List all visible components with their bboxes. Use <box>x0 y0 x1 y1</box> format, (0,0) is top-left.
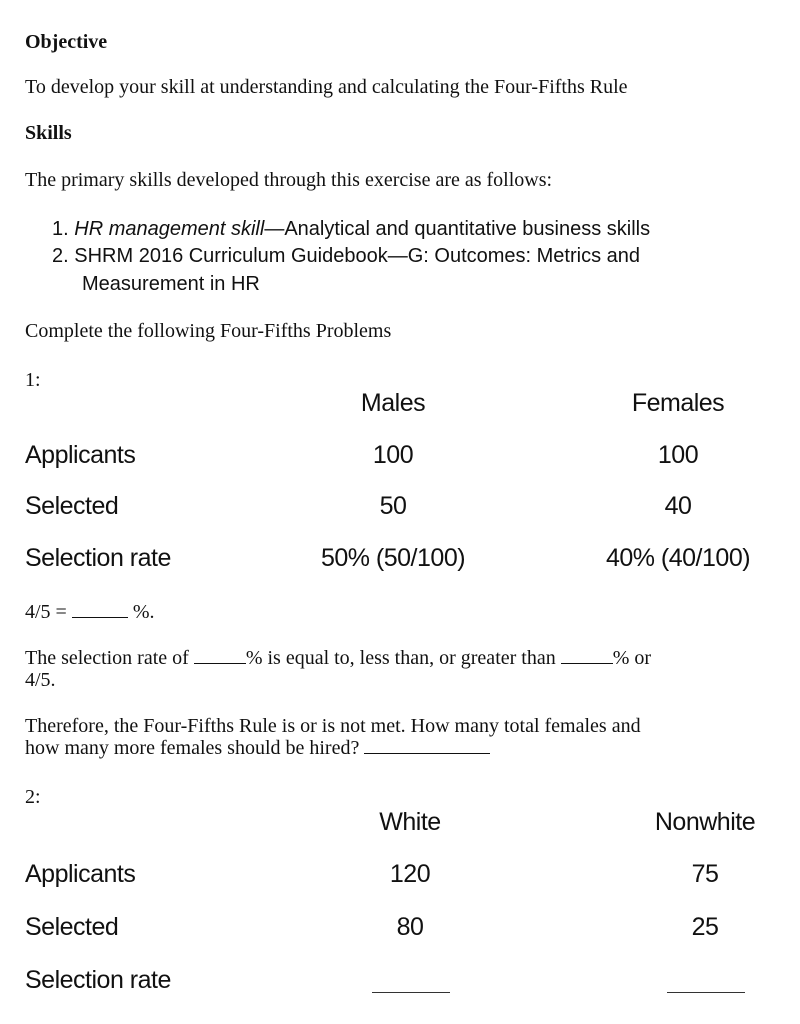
q-text: % or <box>612 647 652 669</box>
skill-description-cont: Measurement in HR <box>82 273 260 295</box>
list-number: 1. <box>52 218 69 240</box>
selection-rate-blank-nonwhite[interactable] <box>667 992 745 993</box>
q-text: 4/5. <box>25 669 56 691</box>
row-label-applicants: Applicants <box>25 860 136 888</box>
col-header-white: White <box>379 808 441 836</box>
col-header-nonwhite: Nonwhite <box>654 808 756 836</box>
skill-description: SHRM 2016 Curriculum Guidebook—G: Outcomes: Metrics and <box>74 245 641 267</box>
cell: 80 <box>396 913 424 941</box>
q-text: %. <box>132 601 155 623</box>
cell: 40 <box>664 492 692 520</box>
problem1-label: 1: <box>25 369 41 391</box>
list-item <box>52 243 640 270</box>
question-four-fifths <box>25 601 155 623</box>
q-text: The selection rate of <box>25 647 189 669</box>
question-therefore: Therefore, the Four-Fifths Rule is or is not met. How many total females and <box>25 715 641 737</box>
col-header-females: Females <box>631 389 725 417</box>
problem2-label: 2: <box>25 786 41 808</box>
skill-description: —Analytical and quantitative business skills <box>264 218 651 240</box>
cell: 75 <box>691 860 719 888</box>
cell: 40% (40/100) <box>605 544 751 572</box>
list-item <box>52 216 650 243</box>
selection-rate-blank-white[interactable] <box>372 992 450 993</box>
cell: 25 <box>691 913 719 941</box>
question-therefore-cont <box>25 737 490 759</box>
question-compare <box>25 647 651 669</box>
row-label-selected: Selected <box>25 492 119 520</box>
objective-heading: Objective <box>25 31 108 53</box>
row-label-selection-rate: Selection rate <box>25 966 171 994</box>
answer-blank[interactable] <box>72 601 128 618</box>
row-label-selection-rate: Selection rate <box>25 544 171 572</box>
col-header-males: Males <box>360 389 426 417</box>
answer-blank[interactable] <box>194 647 246 664</box>
row-label-selected: Selected <box>25 913 119 941</box>
skills-intro: The primary skills developed through this exercise are as follows: <box>25 169 553 191</box>
list-number: 2. <box>52 245 69 267</box>
cell: 50 <box>379 492 407 520</box>
cell: 100 <box>372 441 414 469</box>
skill-name: HR management skill <box>74 218 265 240</box>
skills-heading: Skills <box>25 122 72 144</box>
instructions: Complete the following Four-Fifths Problems <box>25 320 392 342</box>
answer-blank[interactable] <box>561 647 613 664</box>
q-text: how many more females should be hired? <box>25 737 360 759</box>
cell: 100 <box>657 441 699 469</box>
row-label-applicants: Applicants <box>25 441 136 469</box>
answer-blank[interactable] <box>364 737 490 754</box>
q-text: 4/5 = <box>25 601 67 623</box>
q-text: % is equal to, less than, or greater than <box>245 647 556 669</box>
cell: 50% (50/100) <box>320 544 466 572</box>
cell: 120 <box>389 860 431 888</box>
objective-text: To develop your skill at understanding and calculating the Four-Fifths Rule <box>25 76 628 98</box>
